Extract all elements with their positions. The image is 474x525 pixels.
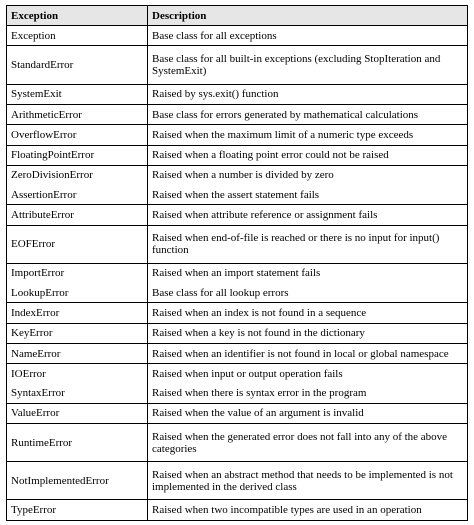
exception-name: ImportError (7, 263, 148, 283)
table-row (7, 225, 468, 263)
exception-description: Raised by sys.exit() function (148, 84, 468, 104)
exception-description: Base class for all lookup errors (148, 283, 468, 303)
exception-name: FloatingPointError (7, 145, 148, 165)
table-row (7, 26, 468, 46)
exception-description: Raised when the value of an argument is invalid (148, 403, 468, 423)
exception-description: Base class for errors generated by mathematical calculations (148, 104, 468, 124)
exception-name: ArithmeticError (7, 104, 148, 124)
exception-name: OverflowError (7, 125, 148, 145)
exception-description: Base class for all built-in exceptions (excluding StopIteration and SystemExit) (148, 46, 468, 84)
table-row (7, 343, 468, 363)
exception-description: Raised when an abstract method that needs to be implemented is not implemented in the derived class (148, 462, 468, 500)
exceptions-table-container (6, 5, 467, 521)
exception-name: IndexError (7, 303, 148, 323)
exception-name: AssertionError (7, 185, 148, 205)
exception-name: LookupError (7, 283, 148, 303)
exception-description: Raised when an index is not found in a sequence (148, 303, 468, 323)
exception-description: Raised when input or output operation fails (148, 364, 468, 384)
exception-name: EOFError (7, 225, 148, 263)
exception-name: ValueError (7, 403, 148, 423)
exception-name: ZeroDivisionError (7, 165, 148, 185)
exception-description: Raised when end-of-file is reached or there is no input for input() function (148, 225, 468, 263)
table-row (7, 165, 468, 185)
table-row (7, 323, 468, 343)
table-row (7, 84, 468, 104)
exception-name: SystemExit (7, 84, 148, 104)
table-row (7, 462, 468, 500)
table-row (7, 383, 468, 403)
column-header-exception: Exception (7, 6, 148, 26)
exception-description: Raised when two incompatible types are used in an operation (148, 500, 468, 521)
exception-description: Raised when the maximum limit of a numeric type exceeds (148, 125, 468, 145)
table-row (7, 403, 468, 423)
table-row (7, 145, 468, 165)
exception-description: Raised when a floating point error could not be raised (148, 145, 468, 165)
table-row (7, 205, 468, 225)
exception-name: NameError (7, 343, 148, 363)
column-header-description: Description (148, 6, 468, 26)
table-row (7, 423, 468, 461)
table-row (7, 185, 468, 205)
exception-description: Raised when an import statement fails (148, 263, 468, 283)
exception-name: Exception (7, 26, 148, 46)
exception-name: RuntimeError (7, 423, 148, 461)
table-row (7, 46, 468, 84)
exception-name: SyntaxError (7, 383, 148, 403)
exception-name: StandardError (7, 46, 148, 84)
exception-description: Raised when a key is not found in the dictionary (148, 323, 468, 343)
exception-description: Base class for all exceptions (148, 26, 468, 46)
exception-description: Raised when a number is divided by zero (148, 165, 468, 185)
table-row (7, 364, 468, 384)
exception-name: KeyError (7, 323, 148, 343)
table-row (7, 125, 468, 145)
table-row (7, 500, 468, 521)
exception-name: AttributeError (7, 205, 148, 225)
exception-name: IOError (7, 364, 148, 384)
exceptions-table (6, 5, 468, 521)
exception-description: Raised when the generated error does not fall into any of the above categories (148, 423, 468, 461)
exception-description: Raised when attribute reference or assignment fails (148, 205, 468, 225)
table-row (7, 263, 468, 283)
table-row (7, 104, 468, 124)
exception-description: Raised when an identifier is not found in local or global namespace (148, 343, 468, 363)
exception-description: Raised when there is syntax error in the program (148, 383, 468, 403)
exception-name: NotImplementedError (7, 462, 148, 500)
table-header-row (7, 6, 468, 26)
exception-description: Raised when the assert statement fails (148, 185, 468, 205)
exception-name: TypeError (7, 500, 148, 521)
table-row (7, 283, 468, 303)
table-row (7, 303, 468, 323)
